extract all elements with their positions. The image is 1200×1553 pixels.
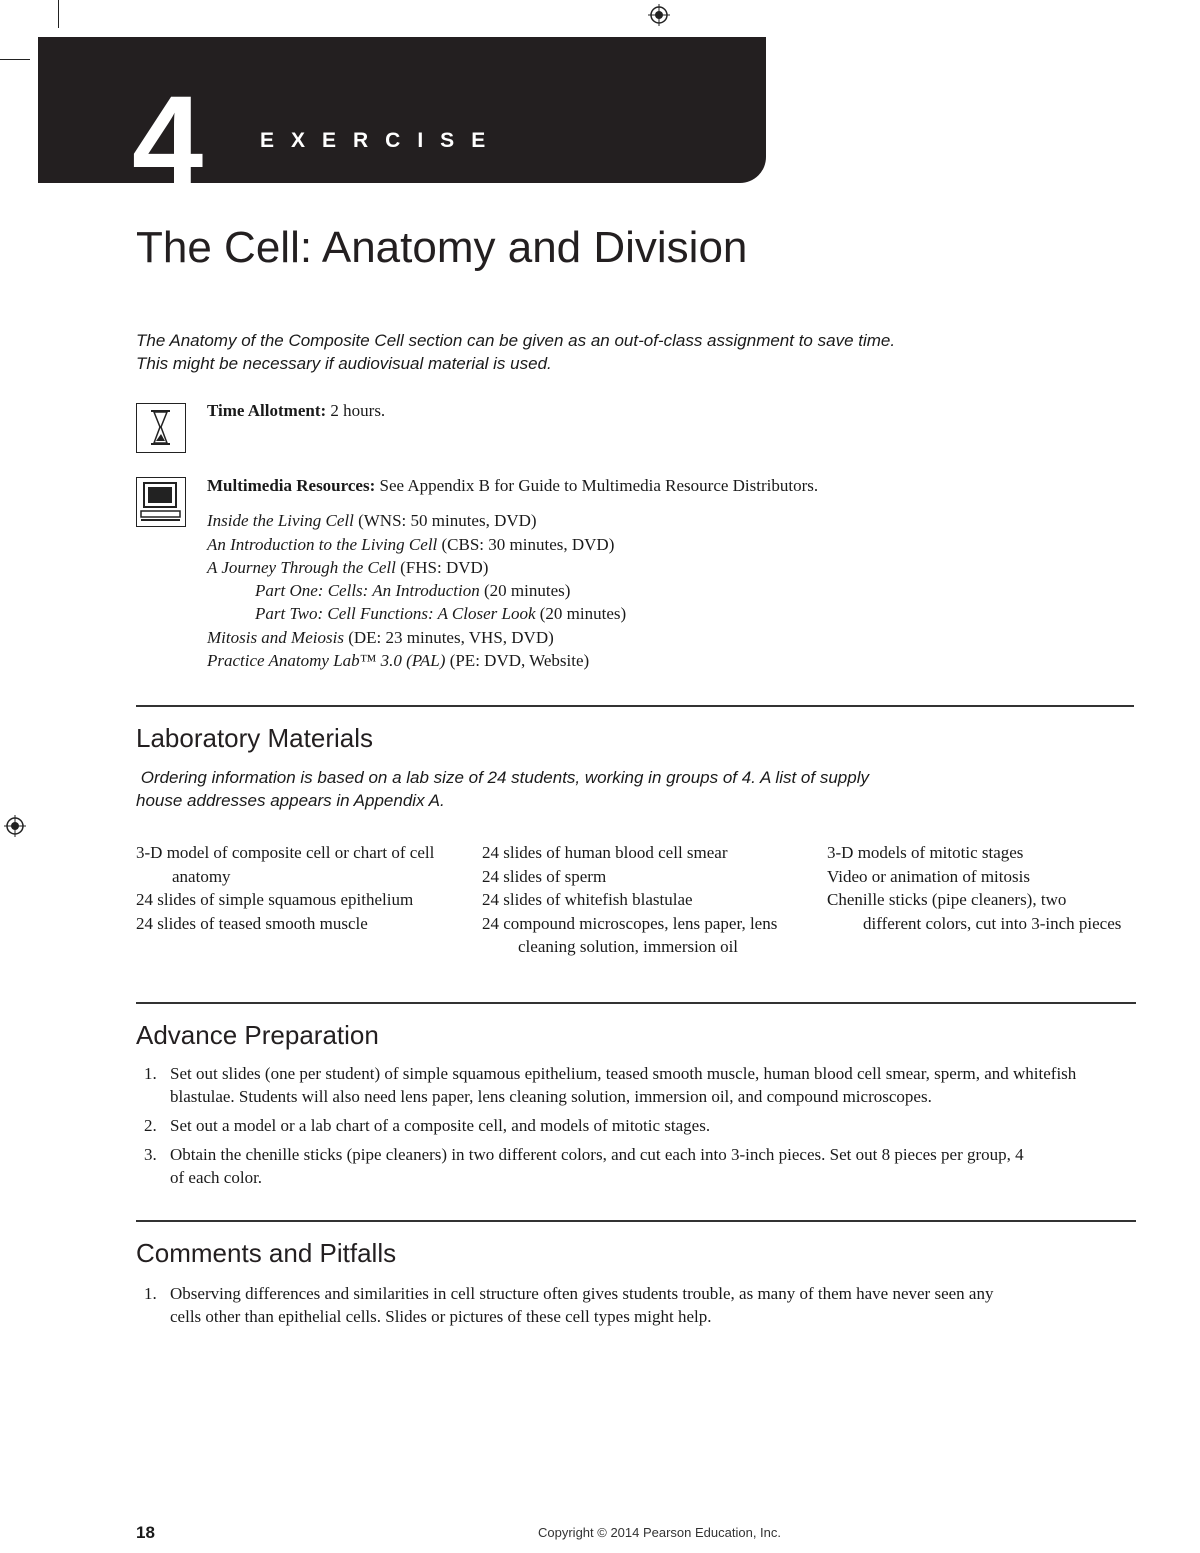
list-item [136,1114,1136,1137]
section-heading-lab-materials: Laboratory Materials [136,723,373,753]
materials-column [827,841,1127,935]
lab-materials-note [136,766,1036,812]
list-item [136,1062,1136,1108]
time-allotment-value: 2 hours. [326,401,386,420]
material-item: Chenille sticks (pipe cleaners), two different colors, cut into 3-inch pieces [827,890,1122,933]
media-item [207,533,1107,556]
media-detail: (CBS: 30 minutes, DVD) [437,534,615,554]
media-detail: (20 minutes) [479,581,571,601]
list-number: 1. [144,1284,157,1303]
media-item [207,649,1107,672]
media-title: An Introduction to the Living Cell [207,534,438,554]
media-title: Part Two: Cell Functions: A Closer Look [255,604,536,624]
list-item [136,1282,1016,1328]
section-divider [136,1220,1136,1222]
section-heading-advance-prep: Advance Preparation [136,1020,379,1050]
material-item: Video or animation of mitosis [827,866,1030,886]
multimedia-resources [207,474,1107,672]
media-detail: (20 minutes) [535,604,627,624]
time-allotment-label: Time Allotment: [207,401,327,420]
page-title: The Cell: Anatomy and Division [136,223,748,272]
registration-mark-icon [4,815,26,837]
media-item [207,626,1107,649]
multimedia-value: See Appendix B for Guide to Multimedia Resource Distributors. [375,476,819,495]
advance-prep-list [136,1062,1136,1195]
media-item [207,602,1107,625]
media-title: Part One: Cells: An Introduction [255,581,480,601]
copyright-notice: Copyright © 2014 Pearson Education, Inc. [538,1525,782,1540]
list-text: Set out a model or a lab chart of a composite cell, and models of mitotic stages. [170,1116,711,1135]
registration-mark-icon [648,4,670,26]
page-number: 18 [136,1523,155,1542]
exercise-label: EXERCISE [260,129,503,152]
crop-mark-horizontal [0,59,30,60]
list-number: 2. [144,1116,157,1135]
section-heading-comments: Comments and Pitfalls [136,1238,397,1268]
material-item: 3-D models of mitotic stages [827,843,1024,862]
time-allotment [207,399,385,422]
materials-column [136,841,466,935]
material-item: 24 slides of sperm [482,866,607,886]
comments-list [136,1282,1016,1334]
media-item [207,556,1107,579]
material-item: 24 slides of human blood cell smear [482,843,728,862]
media-detail: (PE: DVD, Website) [445,651,590,671]
list-text: Obtain the chenille sticks (pipe cleaners) in two different colors, and cut each into 3-inch pieces. Set out 8 pieces per group, 4 of each color. [170,1145,1024,1187]
exercise-number: 4 [132,70,202,213]
material-item: 24 slides of simple squamous epithelium [136,890,414,909]
intro-line: The Anatomy of the Composite Cell section can be given as an out-of-class assignment to save time. [136,331,896,350]
media-detail: (WNS: 50 minutes, DVD) [353,511,537,531]
hourglass-icon [136,403,186,453]
multimedia-label: Multimedia Resources: [207,476,376,495]
media-detail: (FHS: DVD) [395,557,489,577]
material-item: 24 slides of teased smooth muscle [136,913,368,933]
intro-line: This might be necessary if audiovisual material is used. [136,354,552,373]
media-item [207,509,1107,532]
material-item: 3-D model of composite cell or chart of cell anatomy [136,843,435,886]
material-item: 24 slides of whitefish blastulae [482,890,693,909]
list-text: Set out slides (one per student) of simple squamous epithelium, teased smooth muscle, human blood cell smear, sperm, and whitefish blastulae. Students will also need lens paper, lens cleaning solution, immersion oil, and compound microscopes. [170,1064,1077,1106]
list-number: 1. [144,1064,157,1083]
media-detail: (DE: 23 minutes, VHS, DVD) [343,627,554,647]
media-title: Inside the Living Cell [207,511,354,531]
list-text: Observing differences and similarities in cell structure often gives students trouble, as many of them have never seen any cells other than epithelial cells. Slides or pictures of these cell types might help. [170,1284,994,1326]
material-item: 24 compound microscopes, lens paper, lens cleaning solution, immersion oil [482,913,778,956]
list-item [136,1143,1030,1189]
crop-mark-vertical [58,0,59,28]
media-item [207,579,1107,602]
section-divider [136,705,1134,707]
media-title: Mitosis and Meiosis [207,627,344,647]
intro-note [136,329,1096,375]
note-line: Ordering information is based on a lab size of 24 students, working in groups of 4. A list of supply [136,768,869,787]
note-line: house addresses appears in Appendix A. [136,791,445,810]
media-title: Practice Anatomy Lab™ 3.0 (PAL) [207,651,446,671]
materials-column [482,841,802,959]
computer-icon [136,477,186,527]
section-divider [136,1002,1136,1004]
media-title: A Journey Through the Cell [207,557,396,577]
list-number: 3. [144,1145,157,1164]
